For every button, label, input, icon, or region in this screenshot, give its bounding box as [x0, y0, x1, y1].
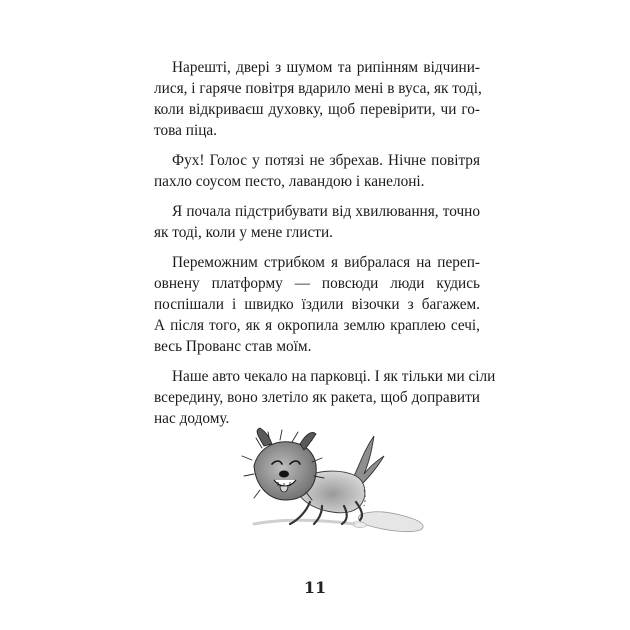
- paragraph-2: [154, 150, 480, 192]
- text-line: як тоді, коли у мене глисти.: [154, 224, 333, 241]
- text-line: коли відкриваєш духовку, щоб перевірити, чи го-: [154, 101, 480, 118]
- text-line: пахло соусом песто, лавандою і канелоні.: [154, 173, 425, 190]
- paragraph-5: [154, 366, 496, 429]
- paragraph-3: [154, 201, 480, 243]
- page-number: 11: [303, 578, 327, 597]
- text-line: това піца.: [154, 122, 218, 139]
- paragraph-4: [154, 252, 480, 357]
- paragraph-1: [154, 57, 480, 141]
- text-line: Я почала підстрибувати від хвилювання, точно: [172, 203, 480, 220]
- text-line: А після того, як я окропила землю краплею сечі,: [154, 317, 480, 334]
- text-line: всередину, воно злетіло як ракета, щоб доправити: [154, 389, 480, 406]
- text-line: весь Прованс став моїм.: [154, 338, 312, 355]
- text-line: Наше авто чекало на парковці. І як тільки ми сіли: [172, 368, 496, 385]
- dog-illustration-icon: [214, 426, 436, 538]
- text-line: Фух! Голос у потязі не збрехав. Нічне повітря: [172, 152, 480, 169]
- text-line: нас додому.: [154, 410, 230, 427]
- story-text: [154, 57, 496, 438]
- text-line: лися, і гаряче повітря вдарило мені в вуса, як тоді,: [154, 80, 482, 97]
- text-line: овнену платформу — повсюди люди кудись: [154, 275, 480, 292]
- text-line: Нарешті, двері з шумом та рипінням відчини-: [172, 59, 480, 76]
- text-line: Переможним стрибком я вибралася на переп-: [172, 254, 480, 271]
- text-line: поспішали і швидко їздили візочки з багажем.: [154, 296, 480, 313]
